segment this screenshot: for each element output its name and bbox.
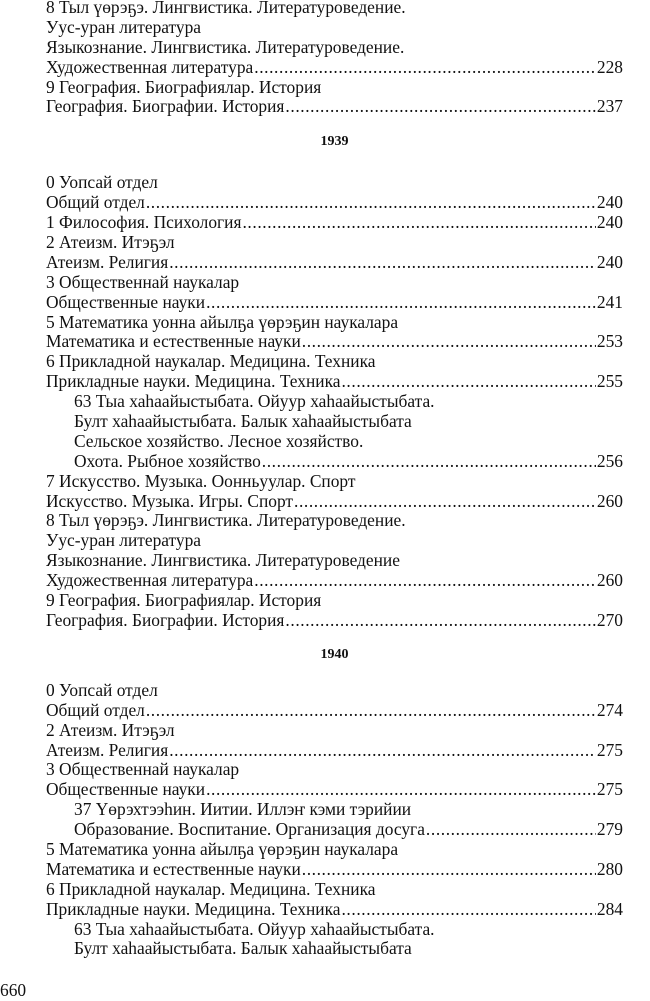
toc-entry-line [46, 701, 623, 721]
entry-text: 7 Искусство. Музыка. Оонньуулар. Спорт [46, 470, 356, 491]
entry-text: Художественная литература [46, 56, 254, 77]
toc-entry-line [46, 313, 623, 333]
dot-leader [294, 492, 596, 512]
toc-entry-line [46, 18, 623, 38]
entry-text: 6 Прикладной наукалар. Медицина. Техника [46, 878, 376, 899]
entry-text: Булт хаһаайыстыбата. Балык хаһаайыстыбата [74, 411, 412, 432]
toc-entry-line [46, 531, 623, 551]
dot-leader [146, 701, 596, 721]
dot-leader [302, 860, 596, 880]
entry-page-number: 275 [596, 779, 623, 800]
entry-text: 3 Общественнай наукалар [46, 271, 240, 292]
toc-entry-line [46, 860, 623, 880]
toc-entry-line [46, 551, 623, 571]
entry-page-number: 279 [596, 819, 623, 840]
year-heading: 1940 [320, 646, 349, 662]
toc-entry-line [46, 472, 623, 492]
entry-page-number: 240 [596, 192, 623, 213]
entry-page-number: 240 [596, 251, 623, 272]
entry-page-number: 280 [596, 858, 623, 879]
toc-entry-line [46, 0, 623, 18]
dot-leader [341, 900, 595, 920]
dot-leader [285, 97, 595, 117]
toc-entry-line [46, 780, 623, 800]
dot-leader [146, 193, 596, 213]
toc-entry-line [46, 900, 623, 920]
toc-entry-line [46, 332, 623, 352]
entry-page-number: 228 [596, 56, 623, 77]
entry-text: Атеизм. Религия [46, 251, 169, 272]
entry-text: 0 Уопсай отдел [46, 679, 158, 700]
dot-leader [169, 741, 596, 761]
entry-text: Уус-уран литература [46, 16, 202, 37]
entry-text: Языкознание. Лингвистика. Литературоведение [46, 550, 400, 571]
entry-text: Общественные науки [46, 291, 206, 312]
entry-text: Языкознание. Лингвистика. Литературоведение. [46, 36, 405, 57]
entry-page-number: 237 [596, 96, 623, 117]
toc-section [46, 645, 623, 959]
page-number: 660 [0, 980, 27, 1000]
entry-text: Булт хаһаайыстыбата. Балык хаһаайыстыбата [74, 938, 412, 959]
entry-text: Общий отдел [46, 192, 145, 213]
toc-entry-line [46, 97, 623, 117]
entry-page-number: 255 [596, 371, 623, 392]
toc-entry-line [46, 58, 623, 78]
toc-entry-line [46, 273, 623, 293]
toc-section [46, 132, 623, 630]
toc-entry-line [46, 760, 623, 780]
toc-entry-line [46, 571, 623, 591]
entry-text: 3 Общественнай наукалар [46, 759, 240, 780]
entry-page-number: 256 [596, 450, 623, 471]
toc-entry-line [46, 820, 623, 840]
entry-text: 8 Тыл үөрэҕэ. Лингвистика. Литературоведение. [46, 510, 406, 531]
entry-text: 63 Тыа хаһаайыстыбата. Ойуур хаһаайыстыбата. [74, 918, 435, 939]
toc-entry-line [46, 511, 623, 531]
entry-page-number: 270 [596, 609, 623, 630]
toc-entry-line [46, 452, 623, 472]
entry-text: География. Биографии. История [46, 96, 285, 117]
entry-page-number: 260 [596, 570, 623, 591]
entry-text: Математика и естественные науки [46, 331, 301, 352]
entry-text: 9 География. Биографиялар. История [46, 590, 322, 611]
toc-entry-line [46, 591, 623, 611]
year-heading: 1939 [320, 134, 349, 150]
entry-text: 6 Прикладной наукалар. Медицина. Техника [46, 351, 376, 372]
entry-text: 2 Атеизм. Итэҕэл [46, 232, 175, 253]
toc-entry-line [46, 681, 623, 701]
entry-page-number: 253 [596, 331, 623, 352]
entry-text: Прикладные науки. Медицина. Техника [46, 371, 341, 392]
toc-entry-line [46, 392, 623, 412]
toc-entry-line [46, 352, 623, 372]
entry-text: 37 Үөрэхтээһин. Иитии. Иллэҥ кэми тэрийии [74, 799, 412, 820]
entry-text: 9 География. Биографиялар. История [46, 76, 322, 97]
entry-text: 63 Тыа хаһаайыстыбата. Ойуур хаһаайыстыбата. [74, 391, 435, 412]
entry-text: Прикладные науки. Медицина. Техника [46, 898, 341, 919]
entry-text: Охота. Рыбное хозяйство [74, 450, 261, 471]
dot-leader [302, 332, 596, 352]
toc-entry-line [46, 233, 623, 253]
toc-entry-line [46, 432, 623, 452]
entry-text: Атеизм. Религия [46, 739, 169, 760]
toc-entry-line [46, 372, 623, 392]
entry-page-number: 284 [596, 898, 623, 919]
dot-leader [206, 780, 596, 800]
entry-text: 0 Уопсай отдел [46, 172, 158, 193]
entry-page-number: 275 [596, 739, 623, 760]
dot-leader [285, 611, 595, 631]
toc-entry-line [46, 800, 623, 820]
toc-entry-line [46, 38, 623, 58]
toc-entry-line [46, 293, 623, 313]
entry-text: Искусство. Музыка. Игры. Спорт [46, 490, 294, 511]
toc-entry-line [46, 920, 623, 940]
toc-entry-line [46, 173, 623, 193]
toc-entry-line [46, 492, 623, 512]
entry-text: 5 Математика уонна айылҕа үөрэҕин наукалара [46, 311, 399, 332]
toc-entry-line [46, 412, 623, 432]
dot-leader [169, 253, 596, 273]
entry-text: Общественные науки [46, 779, 206, 800]
entry-text: 1 Философия. Психология [46, 212, 242, 233]
toc-section [46, 0, 623, 117]
entry-text: 8 Тыл үөрэҕэ. Лингвистика. Литературоведение. [46, 0, 406, 17]
toc-entry-line [46, 611, 623, 631]
toc-entry-line [46, 193, 623, 213]
entry-text: Художественная литература [46, 570, 254, 591]
toc-entry-line [46, 213, 623, 233]
table-of-contents [46, 0, 623, 959]
toc-entry-line [46, 78, 623, 98]
entry-text: География. Биографии. История [46, 609, 285, 630]
dot-leader [242, 213, 595, 233]
entry-page-number: 274 [596, 699, 623, 720]
dot-leader [262, 452, 596, 472]
toc-entry-line [46, 840, 623, 860]
entry-text: Образование. Воспитание. Организация досуга [74, 819, 425, 840]
dot-leader [254, 571, 596, 591]
entry-page-number: 260 [596, 490, 623, 511]
dot-leader [206, 293, 596, 313]
toc-entry-line [46, 721, 623, 741]
entry-page-number: 240 [596, 212, 623, 233]
entry-page-number: 241 [596, 291, 623, 312]
dot-leader [254, 58, 596, 78]
entry-text: Общий отдел [46, 699, 145, 720]
toc-entry-line [46, 880, 623, 900]
dot-leader [426, 820, 596, 840]
entry-text: 5 Математика уонна айылҕа үөрэҕин наукалара [46, 838, 399, 859]
toc-entry-line [46, 939, 623, 959]
dot-leader [341, 372, 595, 392]
entry-text: Математика и естественные науки [46, 858, 301, 879]
entry-text: Сельское хозяйство. Лесное хозяйство. [74, 430, 364, 451]
toc-entry-line [46, 253, 623, 273]
entry-text: Уус-уран литература [46, 530, 202, 551]
toc-entry-line [46, 741, 623, 761]
entry-text: 2 Атеизм. Итэҕэл [46, 719, 175, 740]
